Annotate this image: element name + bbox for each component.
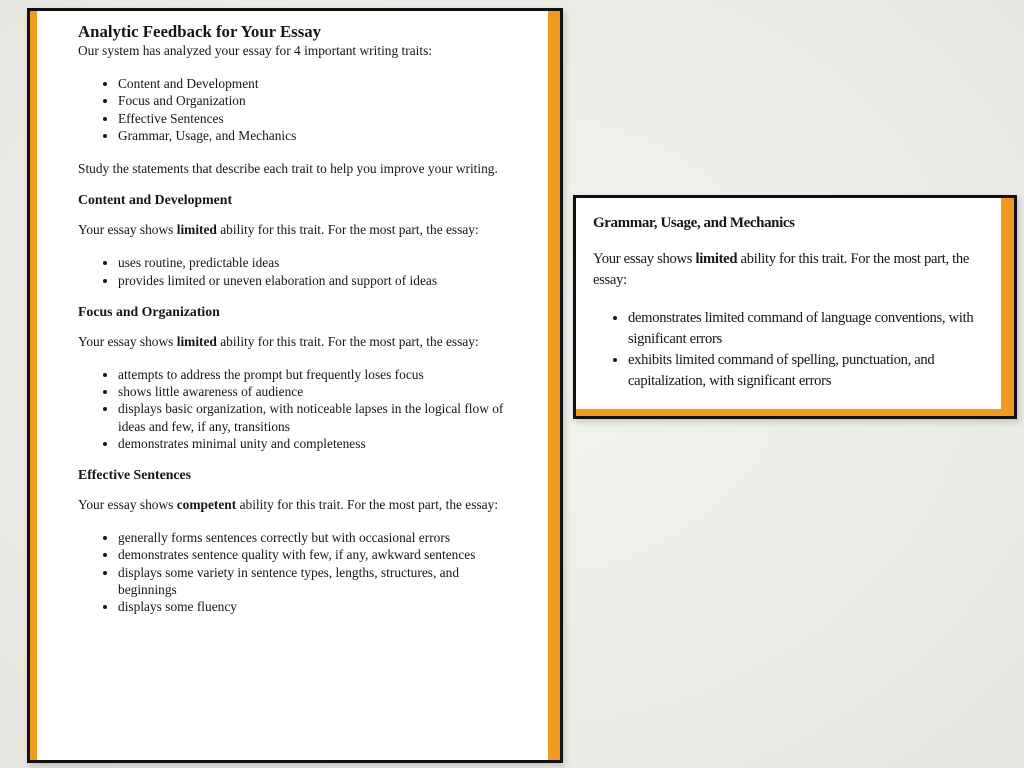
summary-prefix: Your essay shows (78, 333, 177, 349)
section-bullets (593, 308, 983, 392)
summary-suffix: ability for this trait. For the most part, the essay: (216, 222, 479, 238)
feedback-panel (27, 8, 563, 763)
section-summary (593, 249, 983, 291)
section-heading-grammar: Grammar, Usage, and Mechanics (593, 215, 795, 231)
bullet-item: • displays basic organization, with noticeable lapses in the logical flow of ideas and few, if any, transitions (118, 400, 508, 434)
summary-suffix: ability for this trait. For the most part, the essay: (216, 333, 479, 349)
trait-list (78, 75, 508, 144)
grammar-panel (573, 195, 1017, 419)
feedback-content (78, 22, 508, 615)
section-summary (78, 496, 508, 513)
summary-suffix: ability for this trait. For the most part, the essay: (236, 497, 499, 513)
summary-suffix: ability for this trait. For the most part, the essay: (593, 251, 970, 288)
section-summary (78, 221, 508, 238)
trait-item: • Effective Sentences (118, 110, 508, 127)
summary-prefix: Your essay shows (78, 497, 177, 513)
summary-prefix: Your essay shows (593, 251, 696, 267)
section-heading-content-development: Content and Development (78, 192, 233, 208)
section-heading-effective-sentences: Effective Sentences (78, 467, 192, 483)
bullet-item: • shows little awareness of audience (118, 383, 508, 400)
study-note: Study the statements that describe each trait to help you improve your writing. (78, 161, 498, 177)
accent-bar-right (548, 11, 560, 760)
bullet-item: • demonstrates minimal unity and completeness (118, 435, 508, 452)
section-heading-focus-organization: Focus and Organization (78, 303, 220, 319)
trait-item: • Content and Development (118, 75, 508, 92)
accent-bar-right (1001, 198, 1014, 416)
section-bullets (78, 529, 508, 615)
bullet-item: • generally forms sentences correctly but with occasional errors (118, 529, 508, 546)
ability-level: limited (695, 251, 738, 267)
bullet-item: • demonstrates limited command of language conventions, with significant errors (628, 308, 983, 350)
summary-prefix: Your essay shows (78, 222, 177, 238)
bullet-item: • displays some fluency (118, 598, 508, 615)
accent-bar-left (30, 11, 37, 760)
trait-item: • Focus and Organization (118, 92, 508, 109)
bullet-item: • displays some variety in sentence types, lengths, structures, and beginnings (118, 564, 508, 598)
section-bullets (78, 254, 508, 288)
ability-level: limited (176, 222, 217, 238)
accent-bar-bottom (576, 409, 1001, 416)
bullet-item: • exhibits limited command of spelling, punctuation, and capitalization, with significant errors (628, 350, 983, 392)
intro-text: Our system has analyzed your essay for 4 important writing traits: (78, 43, 433, 58)
grammar-content (593, 214, 983, 392)
bullet-item: • attempts to address the prompt but frequently loses focus (118, 366, 508, 383)
section-summary (78, 333, 508, 350)
page-title: Analytic Feedback for Your Essay (78, 22, 322, 41)
ability-level: limited (176, 333, 217, 349)
ability-level: competent (176, 497, 237, 513)
bullet-item: • provides limited or uneven elaboration and support of ideas (118, 272, 508, 289)
bullet-item: • demonstrates sentence quality with few, if any, awkward sentences (118, 546, 508, 563)
trait-item: • Grammar, Usage, and Mechanics (118, 127, 508, 144)
section-bullets (78, 366, 508, 452)
bullet-item: • uses routine, predictable ideas (118, 254, 508, 271)
